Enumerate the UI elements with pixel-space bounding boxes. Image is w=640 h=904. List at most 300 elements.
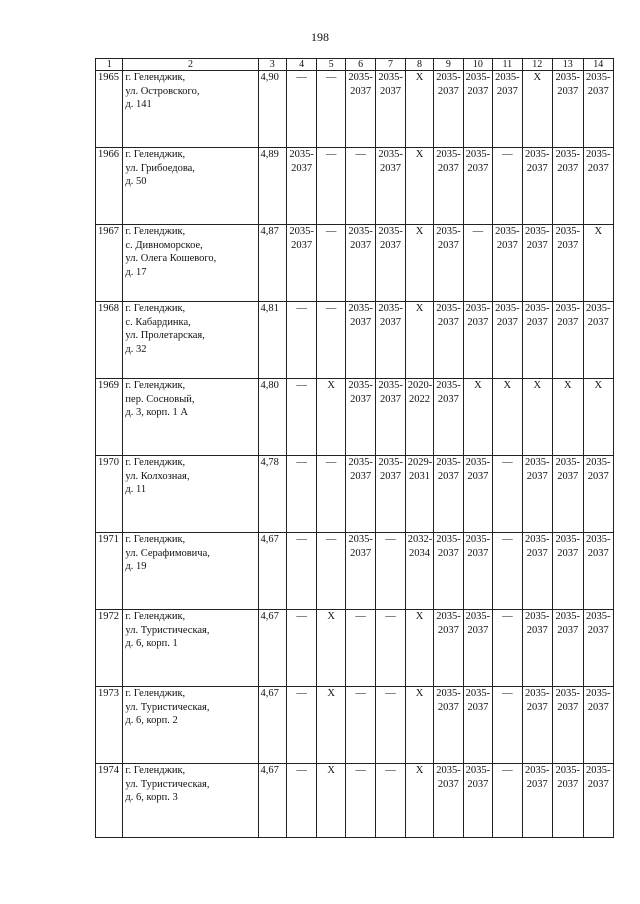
address-cell [123, 148, 258, 225]
period-value: 2037 [557, 239, 579, 251]
period-value: 2037 [526, 624, 548, 636]
period-value: 2035- [465, 72, 491, 83]
address-line: д. 6, корп. 2 [125, 715, 178, 727]
period-cell-col-8 [405, 71, 433, 148]
period-value: 2035- [525, 149, 550, 160]
period-value: — [502, 534, 513, 545]
period-value: 2035- [436, 149, 461, 160]
column-header-11: 11 [493, 59, 522, 71]
period-cell-col-6 [345, 456, 375, 533]
period-cell-col-4 [286, 610, 316, 687]
period-cell-col-8 [405, 379, 433, 456]
period-value: 2037 [437, 547, 459, 559]
period-cell-col-5 [317, 225, 345, 302]
period-value: — [296, 765, 307, 776]
period-value: 2035- [555, 149, 581, 160]
period-cell-col-11 [493, 456, 522, 533]
period-value: 2035- [525, 303, 550, 314]
period-cell-col-12 [522, 764, 552, 838]
period-cell-col-6 [345, 610, 375, 687]
row-number: 1974 [96, 764, 123, 838]
table-row [96, 764, 614, 838]
period-cell-col-13 [553, 379, 583, 456]
address-line: г. Геленджик, [125, 72, 186, 83]
period-value: — [296, 611, 307, 622]
period-value: X [415, 303, 424, 314]
period-cell-col-14 [583, 764, 614, 838]
row-number: 1972 [96, 610, 123, 687]
period-value: 2037 [526, 701, 548, 713]
period-cell-col-14 [583, 225, 614, 302]
row-number: 1969 [96, 379, 123, 456]
score-cell: 4,81 [258, 302, 286, 379]
period-cell-col-13 [553, 71, 583, 148]
period-value: 2037 [350, 547, 372, 559]
period-cell-col-4 [286, 71, 316, 148]
period-cell-col-5 [317, 71, 345, 148]
column-header-6: 6 [345, 59, 375, 71]
register-table [95, 58, 614, 838]
period-cell-col-4 [286, 456, 316, 533]
period-value: 2037 [526, 470, 548, 482]
period-cell-col-6 [345, 302, 375, 379]
period-value: 2035- [525, 534, 550, 545]
period-cell-col-10 [463, 687, 492, 764]
address-line: г. Геленджик, [125, 534, 186, 545]
period-value: 2035- [555, 688, 581, 699]
period-cell-col-4 [286, 225, 316, 302]
score-cell: 4,90 [258, 71, 286, 148]
period-value: 2037 [467, 316, 489, 328]
period-cell-col-11 [493, 148, 522, 225]
period-cell-col-10 [463, 764, 492, 838]
period-cell-col-6 [345, 764, 375, 838]
address-cell [123, 687, 258, 764]
row-number: 1967 [96, 225, 123, 302]
period-value: 2037 [557, 547, 579, 559]
period-cell-col-12 [522, 225, 552, 302]
period-value: X [415, 765, 424, 776]
page-number: 198 [311, 30, 329, 44]
period-cell-col-7 [376, 687, 405, 764]
period-value: 2035- [586, 72, 611, 83]
period-value: — [296, 72, 307, 83]
period-value: 2035- [348, 380, 373, 391]
period-value: 2035- [348, 72, 373, 83]
period-cell-col-11 [493, 687, 522, 764]
period-value: 2037 [557, 85, 579, 97]
period-value: 2037 [557, 778, 579, 790]
period-value: 2037 [557, 162, 579, 174]
column-header-10: 10 [463, 59, 492, 71]
period-value: 2037 [467, 547, 489, 559]
period-cell-col-6 [345, 225, 375, 302]
period-value: 2035- [525, 226, 550, 237]
period-value: 2035- [586, 611, 611, 622]
period-cell-col-9 [434, 610, 463, 687]
address-cell [123, 302, 258, 379]
period-cell-col-8 [405, 610, 433, 687]
table-row [96, 302, 614, 379]
address-cell [123, 533, 258, 610]
address-line: д. 3, корп. 1 А [125, 407, 188, 419]
period-value: 2035- [555, 72, 581, 83]
period-cell-col-11 [493, 225, 522, 302]
period-cell-col-11 [493, 302, 522, 379]
period-cell-col-10 [463, 302, 492, 379]
address-line: пер. Сосновый, [125, 393, 195, 405]
period-cell-col-12 [522, 148, 552, 225]
period-value: 2037 [496, 316, 518, 328]
period-cell-col-11 [493, 71, 522, 148]
column-header-7: 7 [376, 59, 405, 71]
period-value: 2037 [380, 316, 402, 328]
period-cell-col-8 [405, 302, 433, 379]
period-value: 2035- [378, 457, 403, 468]
period-cell-col-8 [405, 533, 433, 610]
period-cell-col-14 [583, 379, 614, 456]
period-value: 2035- [465, 303, 491, 314]
address-cell [123, 71, 258, 148]
period-value: 2035- [436, 72, 461, 83]
period-value: 2037 [350, 393, 372, 405]
address-line: г. Геленджик, [125, 226, 186, 237]
period-value: 2029- [407, 457, 433, 468]
period-value: — [385, 765, 396, 776]
period-value: 2035- [436, 457, 461, 468]
column-header-9: 9 [434, 59, 463, 71]
period-value: 2035- [495, 72, 520, 83]
period-cell-col-13 [553, 225, 583, 302]
period-value: 2037 [350, 85, 372, 97]
period-cell-col-7 [376, 533, 405, 610]
address-line: д. 6, корп. 1 [125, 638, 178, 650]
column-header-5: 5 [317, 59, 345, 71]
period-cell-col-6 [345, 148, 375, 225]
period-cell-col-9 [434, 225, 463, 302]
score-cell: 4,87 [258, 225, 286, 302]
period-cell-col-8 [405, 148, 433, 225]
period-value: 2035- [586, 688, 611, 699]
period-cell-col-9 [434, 71, 463, 148]
period-value: X [415, 72, 424, 83]
table-body [96, 71, 614, 838]
period-value: 2035- [436, 611, 461, 622]
period-value: X [563, 380, 572, 391]
address-cell [123, 225, 258, 302]
period-value: — [325, 303, 337, 314]
table-row [96, 610, 614, 687]
period-value: 2037 [587, 547, 609, 559]
period-value: — [502, 457, 513, 468]
period-cell-col-13 [553, 533, 583, 610]
table-row [96, 225, 614, 302]
period-value: — [502, 149, 513, 160]
period-value: 2037 [496, 85, 518, 97]
period-value: 2037 [437, 778, 459, 790]
period-cell-col-8 [405, 456, 433, 533]
period-value: 2035- [555, 765, 581, 776]
period-value: 2035- [586, 457, 611, 468]
period-value: X [415, 611, 424, 622]
period-value: 2037 [291, 239, 313, 251]
period-value: 2034 [408, 547, 430, 559]
period-value: — [325, 534, 337, 545]
period-value: — [325, 226, 337, 237]
row-number: 1973 [96, 687, 123, 764]
period-cell-col-11 [493, 764, 522, 838]
period-value: 2035- [525, 457, 550, 468]
period-value: X [415, 226, 424, 237]
period-cell-col-5 [317, 533, 345, 610]
period-value: 2037 [526, 239, 548, 251]
period-value: 2037 [380, 85, 402, 97]
table-row [96, 379, 614, 456]
period-value: 2037 [587, 162, 609, 174]
period-cell-col-5 [317, 302, 345, 379]
period-cell-col-12 [522, 610, 552, 687]
address-line: ул. Серафимовича, [125, 547, 210, 559]
period-value: X [327, 688, 335, 699]
column-header-3: 3 [258, 59, 286, 71]
column-header-4: 4 [286, 59, 316, 71]
period-value: 2035- [465, 765, 491, 776]
period-value: 2035- [495, 303, 520, 314]
period-cell-col-9 [434, 379, 463, 456]
period-cell-col-9 [434, 764, 463, 838]
address-line: г. Геленджик, [125, 611, 186, 622]
period-value: 2035- [436, 534, 461, 545]
address-line: д. 32 [125, 343, 147, 355]
period-cell-col-13 [553, 456, 583, 533]
period-value: — [472, 226, 484, 237]
period-cell-col-14 [583, 687, 614, 764]
period-value: — [296, 534, 307, 545]
period-value: 2035- [465, 457, 491, 468]
period-cell-col-13 [553, 764, 583, 838]
period-cell-col-4 [286, 533, 316, 610]
score-cell: 4,67 [258, 533, 286, 610]
period-value: — [502, 765, 513, 776]
period-cell-col-8 [405, 687, 433, 764]
period-value: X [415, 149, 424, 160]
period-value: 2035- [586, 303, 611, 314]
period-cell-col-11 [493, 533, 522, 610]
period-cell-col-7 [376, 456, 405, 533]
period-cell-col-10 [463, 148, 492, 225]
period-cell-col-5 [317, 456, 345, 533]
period-cell-col-9 [434, 302, 463, 379]
address-line: д. 50 [125, 176, 147, 188]
period-cell-col-12 [522, 379, 552, 456]
period-value: 2035- [525, 688, 550, 699]
period-cell-col-4 [286, 302, 316, 379]
period-cell-col-14 [583, 302, 614, 379]
period-value: X [327, 380, 335, 391]
score-cell: 4,67 [258, 764, 286, 838]
period-cell-col-13 [553, 148, 583, 225]
period-value: 2037 [496, 239, 518, 251]
score-cell: 4,78 [258, 456, 286, 533]
period-value: — [385, 534, 396, 545]
period-value: 2035- [465, 149, 491, 160]
period-value: — [296, 303, 307, 314]
period-cell-col-13 [553, 302, 583, 379]
period-value: 2037 [557, 316, 579, 328]
row-number: 1970 [96, 456, 123, 533]
address-line: г. Геленджик, [125, 457, 186, 468]
score-cell: 4,67 [258, 610, 286, 687]
period-cell-col-12 [522, 302, 552, 379]
period-cell-col-11 [493, 610, 522, 687]
period-value: 2037 [437, 624, 459, 636]
period-value: X [503, 380, 512, 391]
period-value: 2037 [587, 316, 609, 328]
address-line: г. Геленджик, [125, 149, 186, 160]
period-value: 2037 [380, 162, 402, 174]
period-cell-col-4 [286, 764, 316, 838]
period-cell-col-14 [583, 456, 614, 533]
row-number: 1965 [96, 71, 123, 148]
address-cell [123, 610, 258, 687]
column-header-2: 2 [123, 59, 258, 71]
period-value: 2037 [380, 393, 402, 405]
address-line: ул. Туристическая, [125, 624, 210, 636]
period-value: — [325, 72, 337, 83]
period-value: 2037 [467, 701, 489, 713]
period-value: 2035- [555, 457, 581, 468]
address-line: д. 6, корп. 3 [125, 792, 178, 804]
period-cell-col-10 [463, 610, 492, 687]
period-value: 2035- [465, 611, 491, 622]
column-header-12: 12 [522, 59, 552, 71]
period-value: 2037 [467, 470, 489, 482]
period-value: 2037 [437, 701, 459, 713]
period-cell-col-6 [345, 379, 375, 456]
period-cell-col-14 [583, 533, 614, 610]
address-line: с. Дивноморское, [125, 239, 203, 251]
period-value: 2037 [557, 470, 579, 482]
period-value: — [502, 688, 513, 699]
period-value: 2035- [378, 303, 403, 314]
period-value: 2035- [525, 611, 550, 622]
period-cell-col-10 [463, 71, 492, 148]
address-line: ул. Островского, [125, 85, 200, 97]
period-value: 2035- [378, 226, 403, 237]
period-value: 2035- [378, 72, 403, 83]
period-cell-col-7 [376, 302, 405, 379]
period-value: X [533, 380, 542, 391]
address-line: ул. Пролетарская, [125, 330, 205, 342]
period-cell-col-9 [434, 148, 463, 225]
period-cell-col-5 [317, 764, 345, 838]
period-value: — [355, 765, 366, 776]
row-number: 1966 [96, 148, 123, 225]
period-value: 2035- [555, 611, 581, 622]
period-value: 2035- [436, 380, 461, 391]
period-cell-col-6 [345, 71, 375, 148]
address-line: ул. Колхозная, [125, 470, 190, 482]
row-number: 1971 [96, 533, 123, 610]
score-cell: 4,67 [258, 687, 286, 764]
period-value: — [296, 380, 307, 391]
period-value: 2037 [557, 624, 579, 636]
period-cell-col-7 [376, 225, 405, 302]
period-value: 2020- [407, 380, 433, 391]
period-cell-col-9 [434, 533, 463, 610]
period-cell-col-5 [317, 379, 345, 456]
address-line: д. 141 [125, 99, 152, 111]
period-cell-col-14 [583, 71, 614, 148]
score-cell: 4,89 [258, 148, 286, 225]
period-value: 2037 [467, 624, 489, 636]
period-value: — [502, 611, 513, 622]
period-value: — [355, 611, 366, 622]
period-value: — [296, 457, 307, 468]
period-value: 2037 [587, 778, 609, 790]
period-cell-col-5 [317, 148, 345, 225]
address-line: ул. Грибоедова, [125, 162, 195, 174]
period-value: 2035- [465, 688, 491, 699]
period-value: 2037 [467, 162, 489, 174]
period-value: 2035- [586, 534, 611, 545]
address-cell [123, 456, 258, 533]
period-value: X [327, 611, 335, 622]
period-cell-col-12 [522, 533, 552, 610]
period-cell-col-10 [463, 379, 492, 456]
period-cell-col-7 [376, 610, 405, 687]
period-cell-col-7 [376, 71, 405, 148]
period-value: 2035- [436, 765, 461, 776]
period-cell-col-10 [463, 533, 492, 610]
column-header-13: 13 [553, 59, 583, 71]
period-value: 2035- [289, 226, 314, 237]
period-value: 2022 [408, 393, 430, 405]
period-value: 2035- [555, 534, 581, 545]
period-value: 2035- [348, 457, 373, 468]
period-value: 2037 [437, 85, 459, 97]
period-value: 2037 [291, 162, 313, 174]
period-value: 2035- [495, 226, 520, 237]
table-row [96, 533, 614, 610]
column-header-1: 1 [96, 59, 123, 71]
address-line: г. Геленджик, [125, 765, 186, 776]
address-line: ул. Туристическая, [125, 701, 210, 713]
period-value: 2035- [525, 765, 550, 776]
address-line: д. 19 [125, 561, 147, 573]
period-value: 2035- [555, 303, 581, 314]
table-row [96, 456, 614, 533]
period-value: 2037 [350, 316, 372, 328]
period-cell-col-9 [434, 456, 463, 533]
period-value: X [594, 380, 603, 391]
period-cell-col-11 [493, 379, 522, 456]
table-row [96, 71, 614, 148]
period-value: 2037 [526, 316, 548, 328]
period-value: 2037 [467, 778, 489, 790]
period-value: 2035- [436, 303, 461, 314]
address-line: г. Геленджик, [125, 380, 186, 391]
address-cell [123, 764, 258, 838]
period-value: 2035- [586, 765, 611, 776]
period-value: 2037 [437, 316, 459, 328]
address-line: г. Геленджик, [125, 688, 186, 699]
period-value: 2035- [436, 688, 461, 699]
period-cell-col-8 [405, 225, 433, 302]
address-line: д. 11 [125, 484, 147, 496]
period-value: X [415, 688, 424, 699]
period-cell-col-13 [553, 687, 583, 764]
